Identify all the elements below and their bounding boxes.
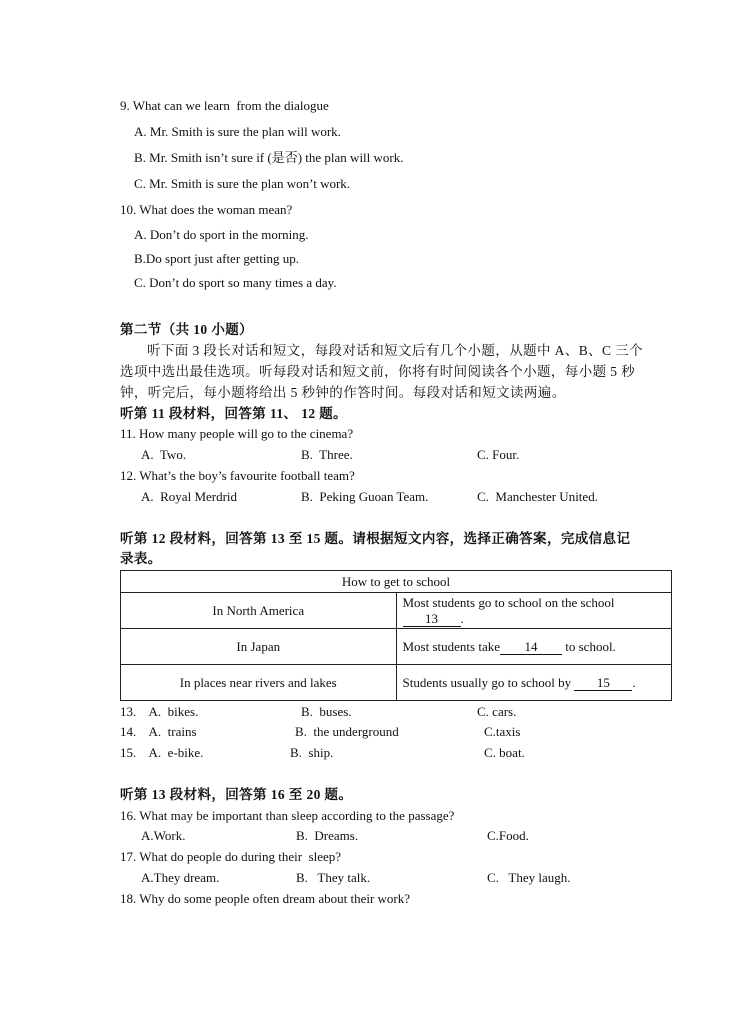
part12-heading-line-2: 录表。 [120,551,162,566]
q17-option-c: C. They laugh. [487,870,571,885]
q17-question: 17. What do people do during their sleep? [120,849,342,864]
section2-instruction-line-1: 听下面 3 段长对话和短文，每段对话和短文后有几个小题，从题中 A、B、C 三个 [147,343,644,358]
q14-option-b: B. the underground [295,724,399,739]
table-row [121,593,672,629]
q13-option-a: 13. A. bikes. [120,704,199,719]
q13-option-c: C. cars. [477,704,517,719]
q15-option-c: C. boat. [484,745,525,760]
q11-option-b: B. Three. [301,447,353,462]
q16-option-b: B. Dreams. [296,828,359,843]
q11-option-a: A. Two. [141,447,187,462]
q16-question: 16. What may be important than sleep according to the passage? [120,808,455,823]
section2-instruction-line-2: 选项中选出最佳选项。听每段对话和短文前，你将有时间阅读各个小题，每小题 5 秒 [120,364,636,379]
table-cell-place: In North America [121,593,397,629]
q14-option-a: 14. A. trains [120,724,197,739]
table-cell-info [396,593,672,629]
section2-title: 第二节（共 10 小题） [120,322,254,337]
q13-option-b: B. buses. [301,704,352,719]
table-text: Most students go to school on the school [402,594,615,610]
q15-option-a: 15. A. e-bike. [120,745,204,760]
info-table-header-row [121,571,672,593]
q9-option-b: B. Mr. Smith isn’t sure if (是否) the plan will work. [134,150,404,165]
q9-option-a: A. Mr. Smith is sure the plan will work. [134,124,341,139]
table-cell-info [396,629,672,665]
q16-option-c: C.Food. [487,828,529,843]
table-cell-info [396,665,672,701]
table-row [121,665,672,701]
q15-option-b: B. ship. [290,745,334,760]
answer-blank-14[interactable]: 14 [500,640,562,655]
table-text: to school. [562,638,616,654]
table-text: . [632,674,636,690]
q9-option-c: C. Mr. Smith is sure the plan won’t work. [134,176,351,191]
q12-question: 12. What’s the boy’s favourite football team? [120,468,355,483]
part13-heading: 听第 13 段材料，回答第 16 至 20 题。 [120,787,353,802]
q12-option-a: A. Royal Merdrid [141,489,238,504]
q10-option-b: B.Do sport just after getting up. [134,251,300,266]
answer-blank-15[interactable]: 15 [574,676,632,691]
info-table [120,570,672,701]
q10-option-c: C. Don’t do sport so many times a day. [134,275,337,290]
q18-question: 18. Why do some people often dream about their work? [120,891,411,906]
q16-option-a: A.Work. [141,828,186,843]
q17-option-b: B. They talk. [296,870,371,885]
answer-blank-13[interactable]: 13 [403,612,461,627]
table-text: Students usually go to school by [402,674,575,690]
table-row [121,629,672,665]
table-text: . [460,610,464,626]
q10-option-a: A. Don’t do sport in the morning. [134,227,309,242]
q12-option-c: C. Manchester United. [477,489,598,504]
table-text: Most students take [402,638,500,654]
q12-option-b: B. Peking Guoan Team. [301,489,429,504]
q10-question: 10. What does the woman mean? [120,202,293,217]
q11-question: 11. How many people will go to the cinema? [120,426,354,441]
q11-option-c: C. Four. [477,447,520,462]
q9-question: 9. What can we learn from the dialogue [120,98,329,113]
table-cell-place: In places near rivers and lakes [121,665,397,701]
q17-option-a: A.They dream. [141,870,220,885]
q14-option-c: C.taxis [484,724,521,739]
part12-heading-line-1: 听第 12 段材料，回答第 13 至 15 题。请根据短文内容，选择正确答案，完成信息记 [120,531,631,546]
table-cell-place: In Japan [121,629,397,665]
part11-heading: 听第 11 段材料，回答第 11、 12 题。 [120,406,348,421]
info-table-title: How to get to school [121,571,672,593]
section2-instruction-line-3: 钟，听完后，每小题将给出 5 秒钟的作答时间。每段对话和短文读两遍。 [120,385,566,400]
